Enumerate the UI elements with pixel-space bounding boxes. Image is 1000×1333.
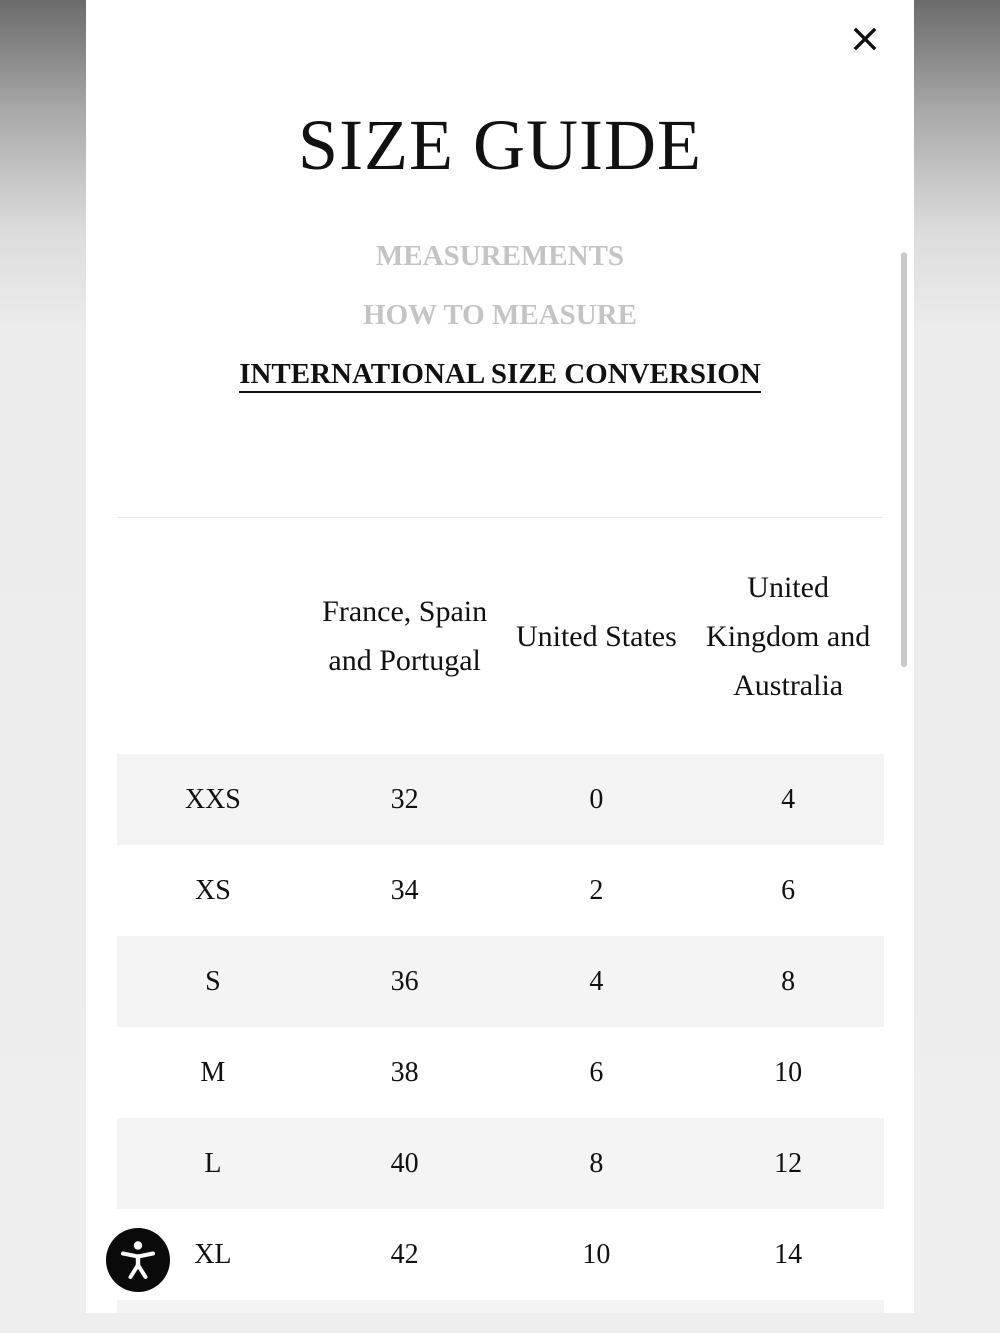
column-header-france-spain-portugal: France, Spain and Portugal xyxy=(322,595,488,677)
size-cell: XL xyxy=(117,1209,309,1300)
column-header-size xyxy=(117,518,309,754)
tab-measurements[interactable] xyxy=(86,238,914,274)
table-cell: 0 xyxy=(501,754,693,845)
size-cell: S xyxy=(117,936,309,1027)
table-cell: 14 xyxy=(692,1209,884,1300)
table-cell: 42 xyxy=(309,1209,501,1300)
table-row xyxy=(117,1300,884,1313)
table-cell: 32 xyxy=(309,754,501,845)
table-cell: 8 xyxy=(692,936,884,1027)
table-row xyxy=(117,1209,884,1300)
scrollbar-thumb[interactable] xyxy=(901,252,907,667)
accessibility-button[interactable] xyxy=(106,1228,170,1292)
tab-international-size-conversion[interactable] xyxy=(86,356,914,393)
table-header-row xyxy=(117,518,884,754)
tab-how-to-measure[interactable] xyxy=(86,297,914,333)
table-cell: 12 xyxy=(692,1118,884,1209)
size-cell: XS xyxy=(117,845,309,936)
column-header-uk-australia: United Kingdom and Australia xyxy=(706,570,871,702)
table-cell: 10 xyxy=(501,1209,693,1300)
column-header-united-states: United States xyxy=(515,619,677,653)
table-cell-partial xyxy=(501,1300,693,1313)
size-cell: M xyxy=(117,1027,309,1118)
table-row xyxy=(117,845,884,936)
page-title: SIZE GUIDE xyxy=(298,105,702,185)
table-cell: 10 xyxy=(692,1027,884,1118)
table-cell: 34 xyxy=(309,845,501,936)
tab-label: INTERNATIONAL SIZE CONVERSION xyxy=(239,357,761,393)
table-cell: 36 xyxy=(309,936,501,1027)
tab-label: MEASUREMENTS xyxy=(375,240,625,272)
close-button[interactable] xyxy=(850,24,880,54)
table-cell: 8 xyxy=(501,1118,693,1209)
size-cell: L xyxy=(117,1118,309,1209)
table-cell: 6 xyxy=(692,845,884,936)
table-cell: 2 xyxy=(501,845,693,936)
table-cell: 4 xyxy=(692,754,884,845)
table-cell: 40 xyxy=(309,1118,501,1209)
size-cell: XXS xyxy=(117,754,309,845)
close-icon xyxy=(850,24,880,54)
size-guide-modal xyxy=(86,0,914,1313)
table-cell-partial xyxy=(692,1300,884,1313)
table-row xyxy=(117,754,884,845)
table-cell-partial xyxy=(309,1300,501,1313)
table-cell: 4 xyxy=(501,936,693,1027)
table-row xyxy=(117,1027,884,1118)
tab-label: HOW TO MEASURE xyxy=(363,299,637,331)
size-conversion-table xyxy=(117,518,884,1313)
table-cell: 38 xyxy=(309,1027,501,1118)
table-row xyxy=(117,936,884,1027)
table-cell: 6 xyxy=(501,1027,693,1118)
table-row xyxy=(117,1118,884,1209)
accessibility-icon xyxy=(106,1228,170,1292)
table-cell-partial xyxy=(117,1300,309,1313)
